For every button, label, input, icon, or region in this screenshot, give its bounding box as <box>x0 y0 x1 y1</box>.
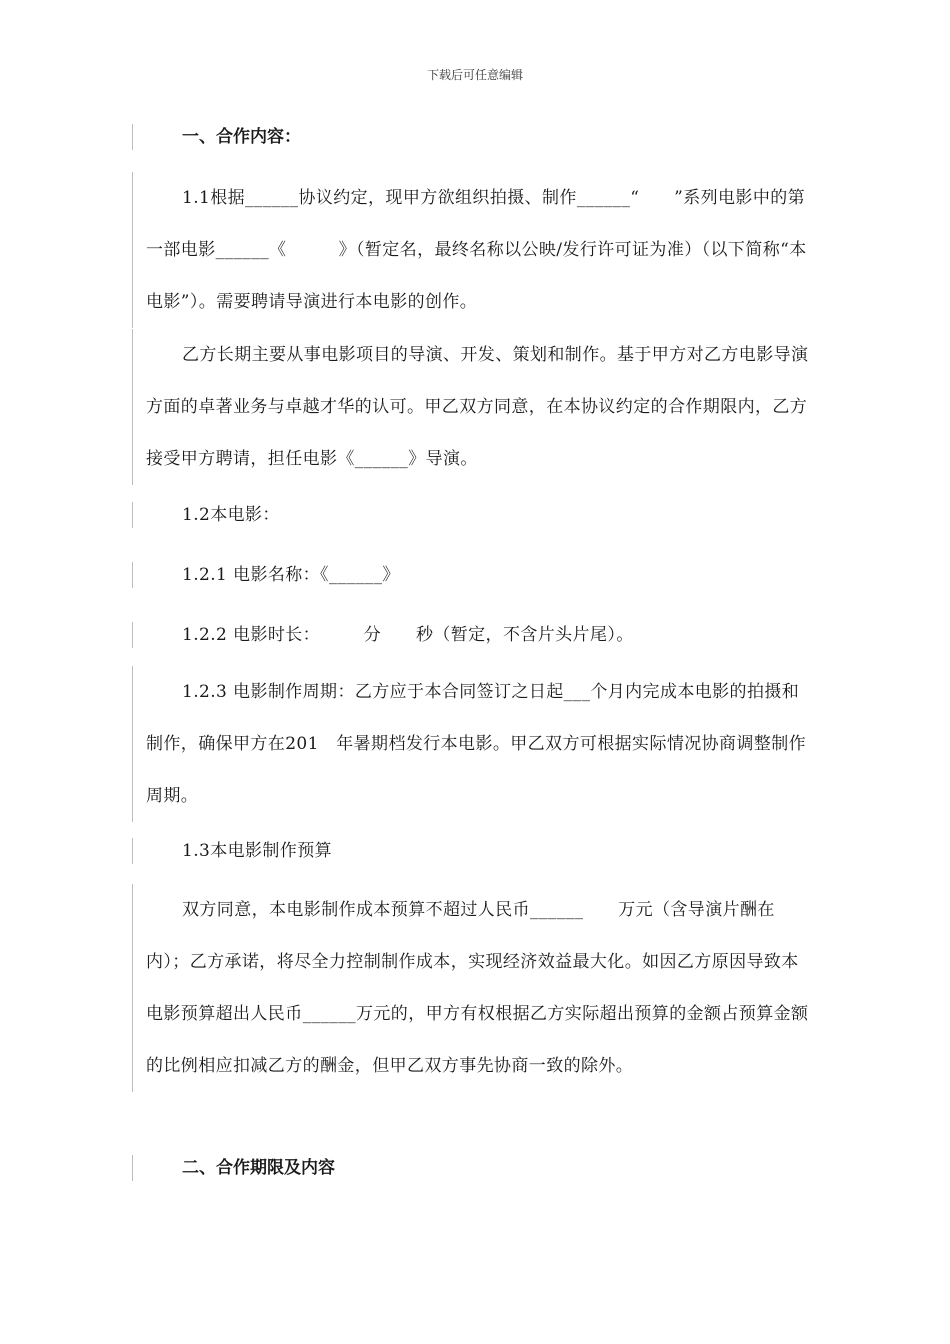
clause-1-3-block <box>132 838 812 864</box>
section-1-heading: 一、合作内容： <box>182 127 301 147</box>
clause-1-2-block <box>132 502 812 528</box>
clause-1-2: 1.2本电影： <box>182 505 280 525</box>
section-1-heading-block <box>132 124 812 150</box>
clause-1-2-3: 1.2.3 电影制作周期：乙方应于本合同签订之日起___个月内完成本电影的拍摄和制作，确保甲方在201 年暑期档发行本电影。甲乙双方可根据实际情况协商调整制作周期。 <box>146 682 807 806</box>
section-2-heading: 二、合作期限及内容 <box>182 1158 335 1178</box>
clause-1-2-1-block <box>132 562 812 588</box>
clause-1-3: 1.3本电影制作预算 <box>182 841 333 861</box>
budget-paragraph: 双方同意，本电影制作成本预算不超过人民币______ 万元（含导演片酬在内）；乙方承诺，将尽全力控制制作成本，实现经济效益最大化。如因乙方原因导致本电影预算超出人民币______万元的，甲方有权根据乙方实际超出预算的金额占预算金额的比例相应扣减乙方的酬金，但甲乙双方事先协商一致的除外。 <box>146 900 809 1076</box>
clause-1-1-block <box>132 172 812 328</box>
clause-1-1: 1.1根据______协议约定，现甲方欲组织拍摄、制作______“ ”系列电影中的第一部电影______《 》（暂定名，最终名称以公映/发行许可证为准）（以下简称“本电影”）。需要聘请导演进行本电影的创作。 <box>146 188 807 312</box>
clause-1-2-2-block <box>132 622 812 648</box>
clause-1-2-1: 1.2.1 电影名称：《______》 <box>182 565 400 585</box>
page-header-note: 下载后可任意编辑 <box>426 68 523 82</box>
budget-paragraph-block <box>132 884 812 1092</box>
party-b-paragraph-block <box>132 329 812 485</box>
clause-1-2-3-block <box>132 666 812 822</box>
clause-1-2-2: 1.2.2 电影时长： 分 秒（暂定，不含片头片尾）。 <box>182 625 634 645</box>
party-b-paragraph: 乙方长期主要从事电影项目的导演、开发、策划和制作。基于甲方对乙方电影导演方面的卓著业务与卓越才华的认可。甲乙双方同意，在本协议约定的合作期限内，乙方接受甲方聘请，担任电影《______》导演。 <box>146 345 809 469</box>
section-2-heading-block <box>132 1155 812 1181</box>
